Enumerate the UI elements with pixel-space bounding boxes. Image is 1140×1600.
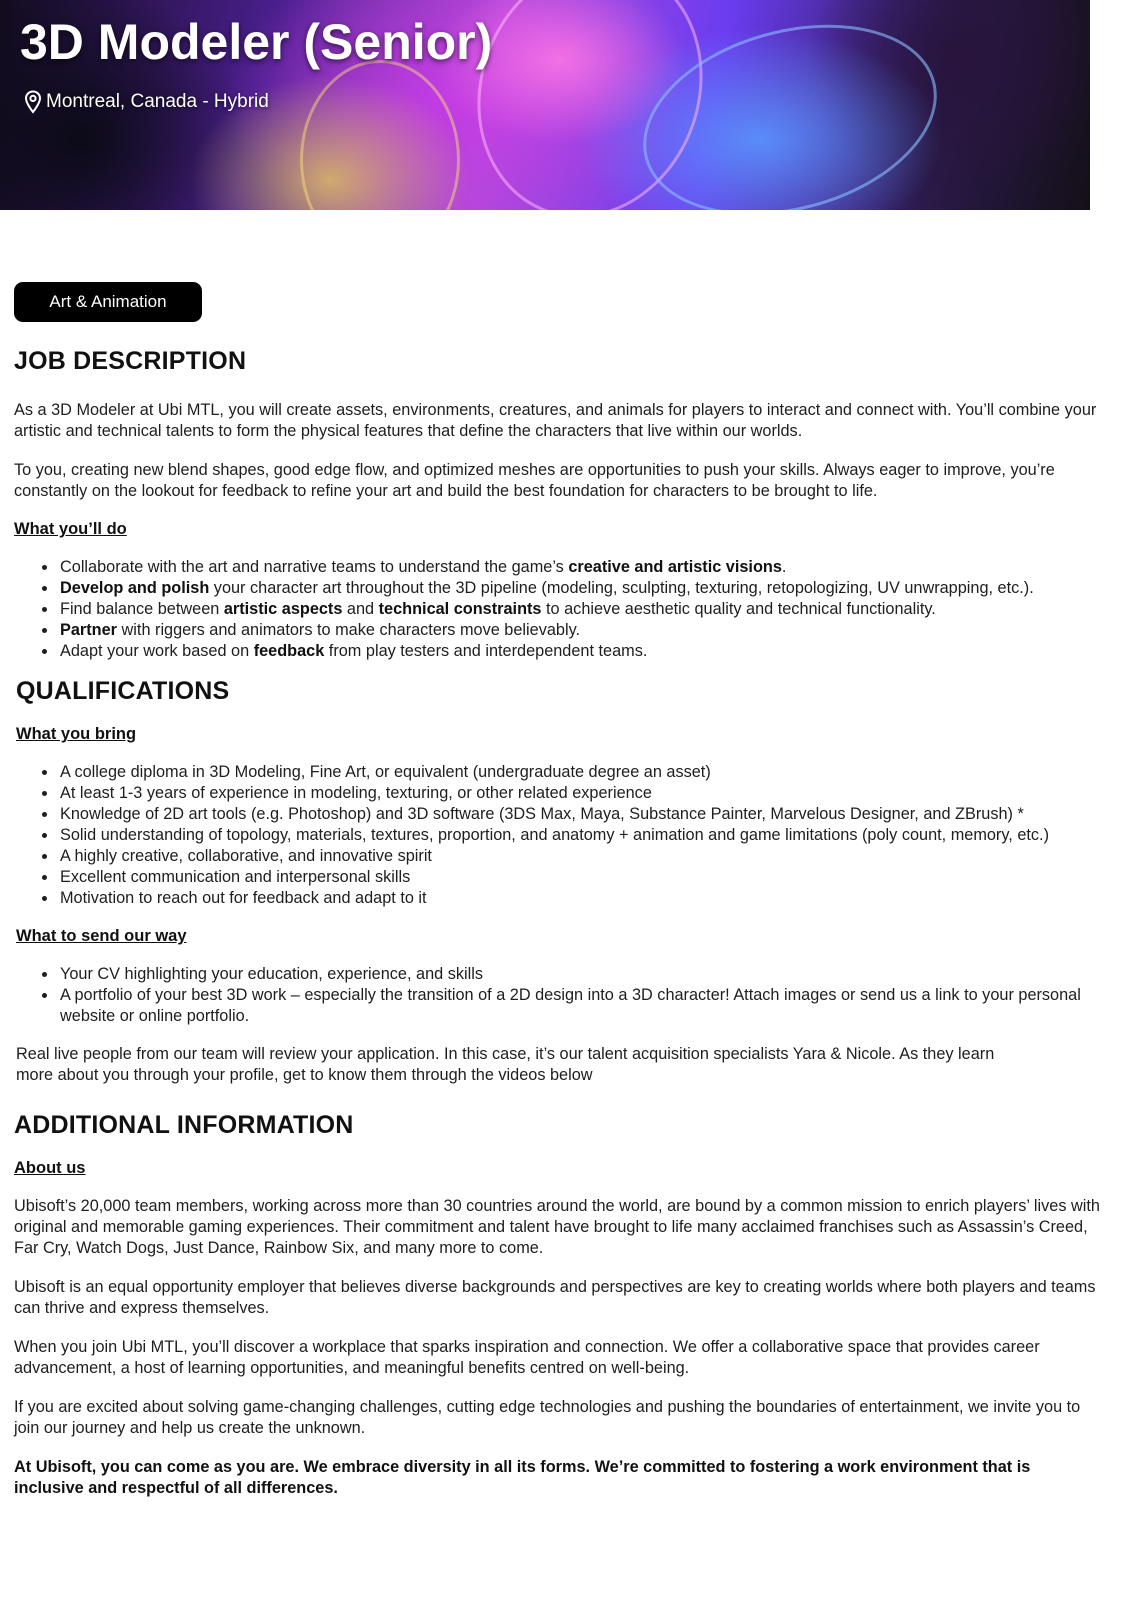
job-content [14,282,1104,1499]
description-paragraph: As a 3D Modeler at Ubi MTL, you will create assets, environments, creatures, and animals for players to interact and connect with. You’ll combine your artistic and technical talents to form the physical features that define the characters that live within our worlds. [14,401,1097,440]
qualifications-heading: QUALIFICATIONS [16,677,230,705]
recruiters-note: Real live people from our team will review your application. In this case, it’s our talent acquisition specialists Yara & Nicole. As they learn more about you through your profile, get to know them through the videos below [16,1045,995,1084]
map-pin-icon [24,90,42,114]
list-item: Solid understanding of topology, materials, textures, proportion, and anatomy + animation and game limitations (poly count, memory, etc.) [60,825,1104,846]
list-item: Excellent communication and interpersonal skills [60,867,1104,888]
about-paragraph: When you join Ubi MTL, you’ll discover a workplace that sparks inspiration and connection. We offer a collaborative space that provides career advancement, a host of learning opportunities, and meaningful benefits centred on well-being. [14,1338,1040,1377]
what-youll-do-list [14,557,1104,662]
hero-decoration [300,60,460,210]
list-item: Knowledge of 2D art tools (e.g. Photoshop) and 3D software (3DS Max, Maya, Substance Painter, Marvelous Designer, and ZBrush) * [60,804,1104,825]
list-item: Adapt your work based on feedback from play testers and interdependent teams. [60,641,1104,662]
job-location-text: Montreal, Canada - Hybrid [46,91,269,112]
what-youll-do-heading: What you’ll do [14,520,127,538]
list-item: A college diploma in 3D Modeling, Fine Art, or equivalent (undergraduate degree an asset) [60,762,1104,783]
about-paragraph: Ubisoft’s 20,000 team members, working across more than 30 countries around the world, are bound by a common mission to enrich players’ lives with original and memorable gaming experiences. Their commitment and talent have brought to life many acclaimed franchises such as Assassin’s Creed, Far Cry, Watch Dogs, Just Dance, Rainbow Six, and many more to come. [14,1197,1100,1257]
list-item: Find balance between artistic aspects and technical constraints to achieve aesthetic quality and technical functionality. [60,599,1104,620]
list-item: Your CV highlighting your education, experience, and skills [60,964,1104,985]
hero-banner [0,0,1090,210]
job-description-heading: JOB DESCRIPTION [14,347,247,375]
list-item: Motivation to reach out for feedback and adapt to it [60,888,1104,909]
list-item: Partner with riggers and animators to make characters move believably. [60,620,1104,641]
job-location [24,90,269,114]
list-item: A portfolio of your best 3D work – especially the transition of a 2D design into a 3D character! Attach images or send us a link to your personal website or online portfolio. [60,985,1104,1027]
job-title: 3D Modeler (Senior) [20,14,493,70]
list-item: Collaborate with the art and narrative teams to understand the game’s creative and artistic visions. [60,557,1104,578]
what-to-send-heading: What to send our way [16,927,187,945]
diversity-statement: At Ubisoft, you can come as you are. We embrace diversity in all its forms. We’re committed to fostering a work environment that is inclusive and respectful of all differences. [14,1458,1031,1497]
about-us-heading: About us [14,1159,86,1177]
list-item: Develop and polish your character art throughout the 3D pipeline (modeling, sculpting, texturing, retopologizing, UV unwrapping, etc.). [60,578,1104,599]
what-you-bring-list [14,762,1104,909]
about-paragraph: Ubisoft is an equal opportunity employer that believes diverse backgrounds and perspectives are key to creating worlds where both players and teams can thrive and express themselves. [14,1278,1096,1317]
what-to-send-list [14,964,1104,1027]
list-item: A highly creative, collaborative, and innovative spirit [60,846,1104,867]
about-paragraph: If you are excited about solving game-changing challenges, cutting edge technologies and pushing the boundaries of entertainment, we invite you to join our journey and help us create the unknown. [14,1398,1081,1437]
list-item: At least 1-3 years of experience in modeling, texturing, or other related experience [60,783,1104,804]
category-tag[interactable]: Art & Animation [14,282,202,322]
what-you-bring-heading: What you bring [16,725,137,743]
description-paragraph: To you, creating new blend shapes, good edge flow, and optimized meshes are opportunities to push your skills. Always eager to improve, you’re constantly on the lookout for feedback to refine your art and build the best foundation for characters to be brought to life. [14,461,1055,500]
additional-information-heading: ADDITIONAL INFORMATION [14,1111,354,1139]
